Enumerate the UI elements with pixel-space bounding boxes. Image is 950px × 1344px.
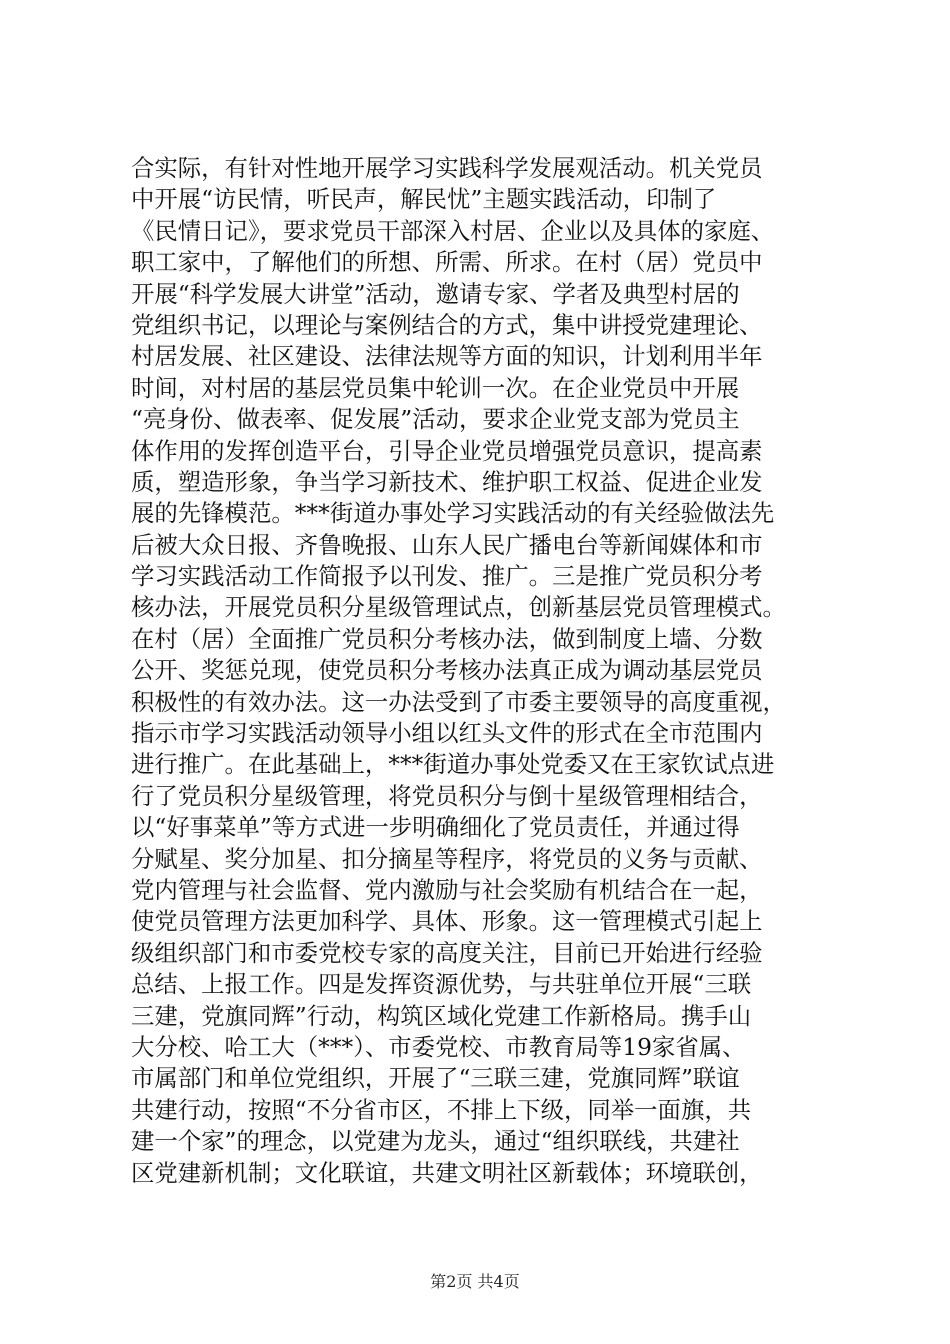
text-line: 指示市学习实践活动领导小组以红头文件的形式在全市范围内 <box>131 719 763 748</box>
text-line: 进行推广。在此基础上，***街道办事处党委又在王家钦试点进 <box>131 750 775 779</box>
text-line: 以“好事菜单”等方式进一步明确细化了党员责任，并通过得 <box>131 813 740 842</box>
text-line: 三建，党旗同辉”行动，构筑区域化党建工作新格局。携手山 <box>131 1001 752 1030</box>
text-line: 时间，对村居的基层党员集中轮训一次。在企业党员中开展 <box>131 373 740 402</box>
text-line: 学习实践活动工作简报予以刊发、推广。三是推广党员积分考 <box>131 562 763 591</box>
text-line: 党内管理与社会监督、党内激励与社会奖励有机结合在一起， <box>131 875 763 904</box>
text-line: 开展“科学发展大讲堂”活动，邀请专家、学者及典型村居的 <box>131 279 740 308</box>
text-line: 质，塑造形象，争当学习新技术、维护职工权益、促进企业发 <box>131 467 763 496</box>
text-line: 区党建新机制；文化联谊，共建文明社区新载体；环境联创， <box>131 1158 763 1187</box>
text-line: 展的先锋模范。***街道办事处学习实践活动的有关经验做法先 <box>131 499 775 528</box>
text-line: 核办法，开展党员积分星级管理试点，创新基层党员管理模式。 <box>131 593 786 622</box>
text-line: 公开、奖惩兑现，使党员积分考核办法真正成为调动基层党员 <box>131 656 763 685</box>
text-line: 《民情日记》，要求党员干部深入村居、企业以及具体的家庭、 <box>131 216 775 245</box>
text-line: 行了党员积分星级管理，将党员积分与倒十星级管理相结合， <box>131 781 763 810</box>
text-line: 市属部门和单位党组织，开展了“三联三建，党旗同辉”联谊 <box>131 1064 740 1093</box>
text-line: “亮身份、做表率、促发展”活动，要求企业党支部为党员主 <box>131 405 740 434</box>
text-line: 使党员管理方法更加科学、具体、形象。这一管理模式引起上 <box>131 907 763 936</box>
text-line: 党组织书记，以理论与案例结合的方式，集中讲授党建理论、 <box>131 310 763 339</box>
text-line: 总结、上报工作。四是发挥资源优势，与共驻单位开展“三联 <box>131 970 752 999</box>
text-line: 建一个家”的理念，以党建为龙头，通过“组织联线，共建社 <box>131 1127 740 1156</box>
text-line: 共建行动，按照“不分省市区，不排上下级，同举一面旗，共 <box>131 1095 752 1124</box>
text-line: 体作用的发挥创造平台，引导企业党员增强党员意识，提高素 <box>131 436 763 465</box>
text-line: 中开展“访民情，听民声，解民忧”主题实践活动，印制了 <box>131 185 717 214</box>
text-line: 分赋星、奖分加星、扣分摘星等程序，将党员的义务与贡献、 <box>131 844 763 873</box>
text-line: 积极性的有效办法。这一办法受到了市委主要领导的高度重视， <box>131 687 786 716</box>
text-line: 在村（居）全面推广党员积分考核办法，做到制度上墙、分数 <box>131 624 763 653</box>
text-line: 大分校、哈工大（***）、市委党校、市教育局等19家省属、 <box>131 1032 746 1061</box>
body-text <box>131 153 831 1189</box>
text-line: 级组织部门和市委党校专家的高度关注，目前已开始进行经验 <box>131 938 763 967</box>
text-line: 村居发展、社区建设、法律法规等方面的知识，计划利用半年 <box>131 342 763 371</box>
text-line: 合实际，有针对性地开展学习实践科学发展观活动。机关党员 <box>131 154 763 182</box>
page-number-footer: 第2页 共4页 <box>430 1272 520 1291</box>
text-line: 职工家中，了解他们的所想、所需、所求。在村（居）党员中 <box>131 248 763 277</box>
text-line: 后被大众日报、齐鲁晚报、山东人民广播电台等新闻媒体和市 <box>131 530 763 559</box>
